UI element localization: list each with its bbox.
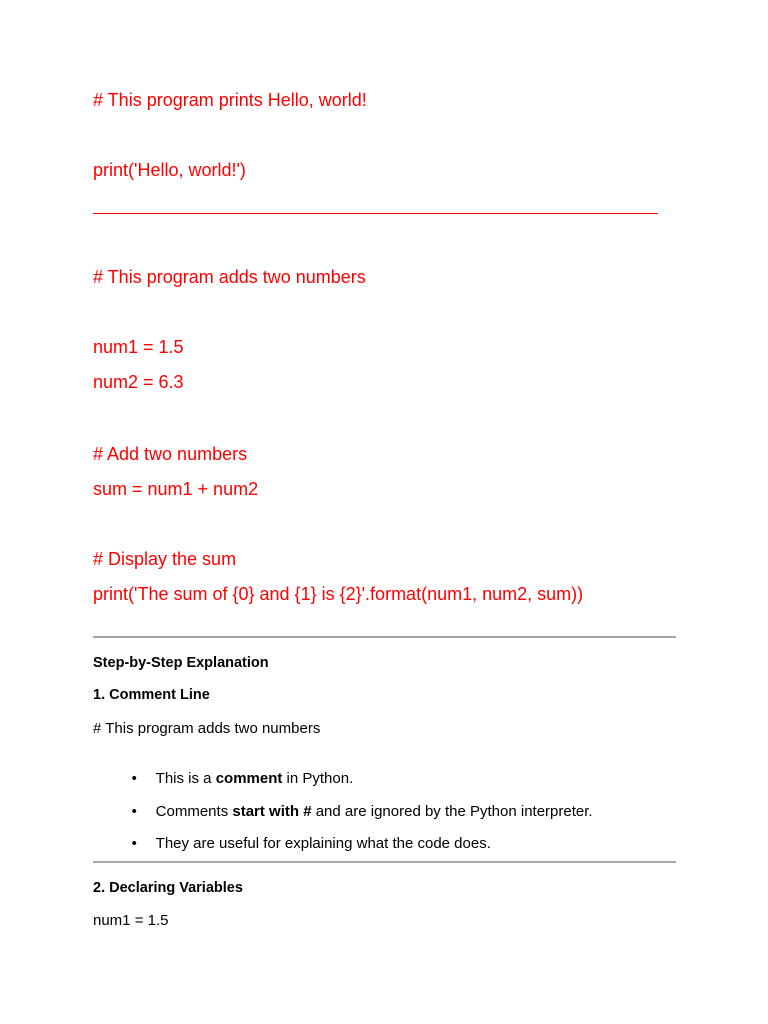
bullet-1-bold: comment bbox=[215, 770, 283, 787]
explanation-title: Step-by-Step Explanation bbox=[93, 655, 269, 671]
section2-heading: 2. Declaring Variables bbox=[93, 880, 243, 896]
code-num1: num1 = 1.5 bbox=[93, 337, 184, 357]
horizontal-rule-1 bbox=[93, 636, 676, 638]
section1-code-text: # This program adds two numbers bbox=[93, 720, 321, 737]
section2-code-text: num1 = 1.5 bbox=[93, 912, 169, 929]
bullet-icon: • bbox=[131, 803, 137, 820]
bullet-3-pre: They are useful for explaining what the code does. bbox=[155, 835, 491, 852]
bullet-1-post: in Python. bbox=[282, 770, 354, 787]
code-print-hello: print('Hello, world!') bbox=[93, 160, 246, 180]
horizontal-rule-2 bbox=[93, 861, 676, 863]
code-comment-hello: # This program prints Hello, world! bbox=[93, 90, 367, 110]
code-comment-display: # Display the sum bbox=[93, 549, 237, 569]
bullet-2-pre: Comments bbox=[155, 803, 233, 820]
bullet-2-post: and are ignored by the Python interpreter. bbox=[311, 803, 593, 820]
code-sum: sum = num1 + num2 bbox=[93, 479, 259, 499]
section1-heading: 1. Comment Line bbox=[93, 687, 210, 703]
code-comment-adds: # This program adds two numbers bbox=[93, 267, 366, 287]
code-print-sum: print('The sum of {0} and {1} is {2}'.format(num1, num2, sum)) bbox=[93, 584, 584, 604]
code-underscore-divider bbox=[93, 213, 658, 214]
bullet-1-pre: This is a bbox=[155, 770, 216, 787]
bullet-2-bold: start with # bbox=[232, 803, 312, 820]
bullet-icon: • bbox=[131, 835, 137, 852]
code-comment-add: # Add two numbers bbox=[93, 444, 248, 464]
bullet-item-3 bbox=[115, 815, 491, 872]
code-num2: num2 = 6.3 bbox=[93, 372, 184, 392]
bullet-icon: • bbox=[131, 770, 137, 787]
